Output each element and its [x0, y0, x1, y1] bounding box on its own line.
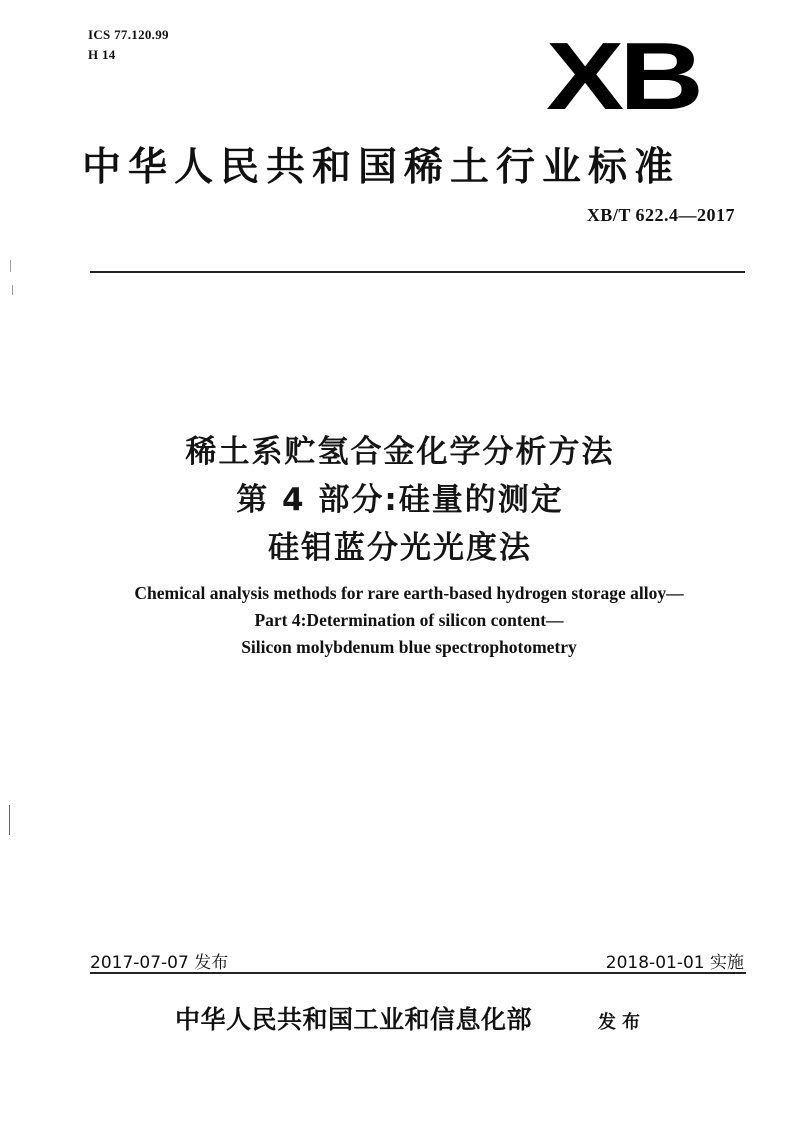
- standard-number: XB/T 622.4—2017: [586, 205, 735, 225]
- scan-artifact: [10, 260, 11, 272]
- top-divider: [90, 271, 745, 273]
- en-title-line1: Chemical analysis methods for rare earth-based hydrogen storage alloy—: [134, 583, 684, 603]
- bottom-divider: [90, 972, 746, 974]
- cn-title-line2: 第 4 部分:硅量的测定: [236, 482, 564, 518]
- scan-artifact: [12, 285, 13, 295]
- publish-date: 2017-07-07 发布: [90, 953, 229, 973]
- scan-artifact: [9, 805, 10, 835]
- cn-title-line1: 稀土系贮氢合金化学分析方法: [185, 434, 615, 470]
- classification-codes: [88, 26, 169, 66]
- issue-label: 发布: [598, 1012, 646, 1033]
- xb-logo-text: XB: [546, 23, 699, 130]
- xb-logo: [546, 23, 712, 130]
- ccs-code: H 14: [88, 47, 116, 62]
- org-title: 中华人民共和国稀土行业标准: [82, 145, 681, 190]
- ics-code: ICS 77.120.99: [88, 27, 169, 42]
- issuer-name: 中华人民共和国工业和信息化部: [175, 1005, 533, 1034]
- en-title-line2: Part 4:Determination of silicon content—: [254, 610, 564, 630]
- cn-title-line3: 硅钼蓝分光光度法: [268, 530, 532, 566]
- implement-date: 2018-01-01 实施: [605, 953, 744, 973]
- en-title-line3: Silicon molybdenum blue spectrophotometry: [241, 637, 577, 657]
